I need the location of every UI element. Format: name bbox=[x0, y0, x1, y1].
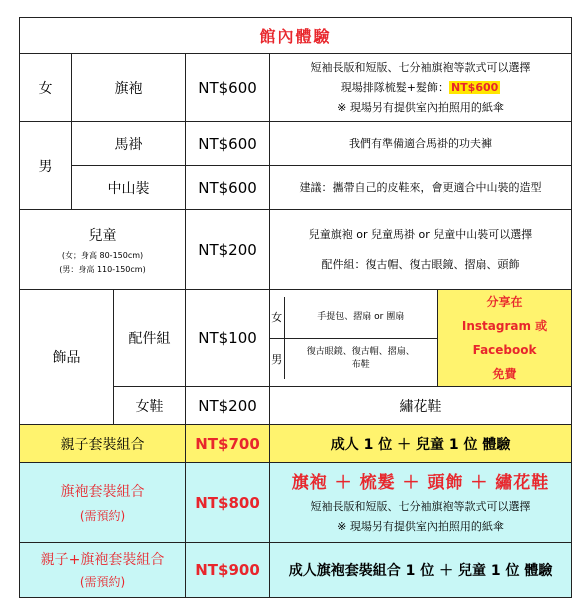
note-child bbox=[270, 210, 572, 290]
accessories-label: 飾品 bbox=[20, 290, 114, 425]
price-qipao: NT$600 bbox=[186, 54, 270, 122]
row-male-magua bbox=[20, 122, 572, 166]
item-shoes-label: 女鞋 bbox=[114, 387, 186, 425]
note-family-qipao: 成人旗袍套裝組合 1 位 ＋ 兒童 1 位 體驗 bbox=[270, 543, 572, 598]
family-qipao-label: 親子+旗袍套裝組合 bbox=[40, 552, 165, 568]
note-magua: 我們有準備適合馬褂的功夫褲 bbox=[270, 122, 572, 166]
accessory-female-items: 手提包、摺扇 or 團扇 bbox=[284, 297, 437, 338]
child-label: 兒童 bbox=[88, 227, 117, 244]
page-title: 館內體驗 bbox=[20, 18, 572, 54]
qipao-set-note1: 短袖長版和短版、七分袖旗袍等款式可以選擇 bbox=[310, 499, 531, 513]
note-parent-child: 成人 1 位 ＋ 兒童 1 位 體驗 bbox=[270, 425, 572, 463]
accessory-contents bbox=[270, 290, 438, 387]
share-line2: Instagram 或 Facebook bbox=[461, 319, 548, 357]
price-magua: NT$600 bbox=[186, 122, 270, 166]
child-female-height: (女；身高 80-150cm) bbox=[61, 250, 144, 260]
share-line3: 免費 bbox=[492, 367, 517, 381]
parent-child-label: 親子套裝組合 bbox=[20, 425, 186, 463]
accessory-female-mark: 女 bbox=[270, 297, 284, 338]
item-qipao-label: 旗袍 bbox=[72, 54, 186, 122]
item-zhongshan-label: 中山裝 bbox=[72, 166, 186, 210]
accessory-male-mark: 男 bbox=[270, 338, 284, 379]
row-parent-child bbox=[20, 425, 572, 463]
accessory-male-items-line2: 布鞋 bbox=[351, 359, 370, 370]
price-table bbox=[19, 17, 572, 598]
price-shoes: NT$200 bbox=[186, 387, 270, 425]
note-zhongshan: 建議：攜帶自己的皮鞋來，會更適合中山裝的造型 bbox=[270, 166, 572, 210]
note-qipao-line1: 短袖長版和短版、七分袖旗袍等款式可以選擇 bbox=[310, 60, 531, 74]
gender-male-label: 男 bbox=[20, 122, 72, 210]
price-accessory-set: NT$100 bbox=[186, 290, 270, 387]
gender-female-label: 女 bbox=[20, 54, 72, 122]
price-highlight: NT$600 bbox=[450, 80, 499, 94]
accessory-male-items-line1: 復古眼鏡、復古帽、摺扇、 bbox=[306, 346, 415, 357]
row-child bbox=[20, 210, 572, 290]
qipao-set-label-cell bbox=[20, 463, 186, 543]
row-male-zhongshan bbox=[20, 166, 572, 210]
price-child: NT$200 bbox=[186, 210, 270, 290]
price-table-board bbox=[19, 17, 571, 589]
row-accessory-set bbox=[20, 290, 572, 387]
row-qipao-set bbox=[20, 463, 572, 543]
accessory-male-items bbox=[284, 338, 437, 379]
price-parent-child: NT$700 bbox=[186, 425, 270, 463]
share-free-cell bbox=[438, 290, 572, 387]
child-label-cell bbox=[20, 210, 186, 290]
family-qipao-label-cell bbox=[20, 543, 186, 598]
qipao-set-note2: ※ 現場另有提供室內拍照用的紙傘 bbox=[337, 519, 504, 533]
item-magua-label: 馬褂 bbox=[72, 122, 186, 166]
note-child-line2: 配件組：復古帽、復古眼鏡、摺扇、頭飾 bbox=[321, 257, 520, 271]
note-qipao-line2-text: 現場排隊梳髮+髮飾： bbox=[340, 80, 449, 94]
qipao-set-sublabel: (需預約) bbox=[79, 508, 126, 523]
item-accessory-set-label: 配件組 bbox=[114, 290, 186, 387]
share-line1: 分享在 bbox=[486, 295, 523, 309]
family-qipao-sublabel: (需預約) bbox=[79, 575, 126, 589]
price-zhongshan: NT$600 bbox=[186, 166, 270, 210]
child-male-height: (男：身高 110-150cm) bbox=[59, 264, 146, 274]
note-qipao-set bbox=[270, 463, 572, 543]
qipao-set-label: 旗袍套裝組合 bbox=[60, 483, 145, 500]
price-family-qipao: NT$900 bbox=[186, 543, 270, 598]
note-qipao bbox=[270, 54, 572, 122]
accessory-contents-table bbox=[270, 297, 437, 379]
price-qipao-set: NT$800 bbox=[186, 463, 270, 543]
note-shoes: 繡花鞋 bbox=[270, 387, 572, 425]
note-qipao-line3: ※ 現場另有提供室內拍照用的紙傘 bbox=[337, 100, 504, 114]
note-qipao-line2 bbox=[270, 78, 571, 98]
qipao-set-headline: 旗袍 ＋ 梳髮 ＋ 頭飾 ＋ 繡花鞋 bbox=[291, 472, 550, 493]
row-family-qipao bbox=[20, 543, 572, 598]
note-child-line1: 兒童旗袍 or 兒童馬褂 or 兒童中山裝可以選擇 bbox=[308, 227, 533, 241]
row-female-qipao bbox=[20, 54, 572, 122]
